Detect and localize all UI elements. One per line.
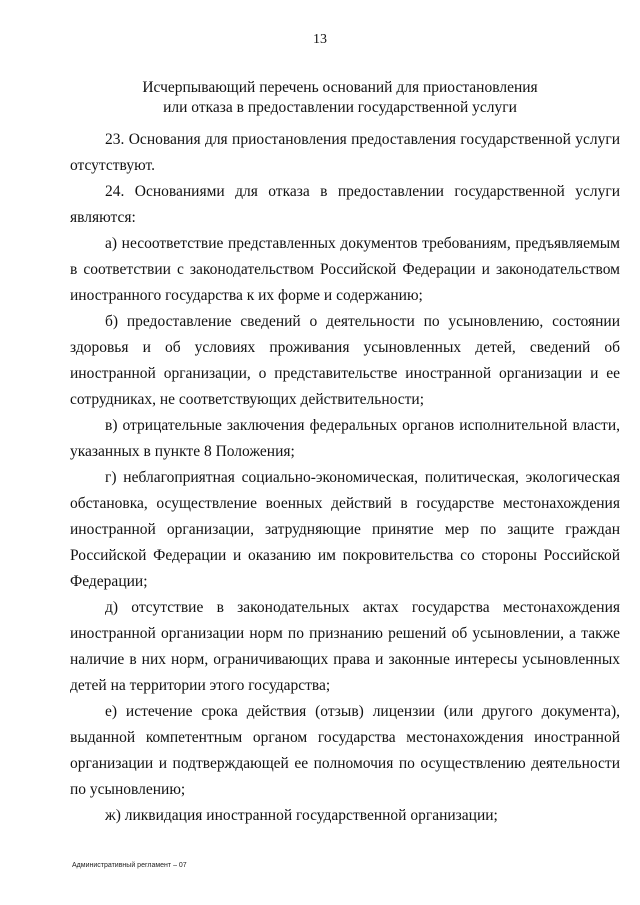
item-a: а) несоответствие представленных документов требованиям, предъявляемым в соответствии с законодательством Российской Федерации и законодательством иностранного государства к их форме и содержанию; [70, 235, 620, 304]
paragraph-23: 23. Основания для приостановления предоставления государственной услуги отсутствуют. [70, 131, 620, 174]
item-zh: ж) ликвидация иностранной государственной организации; [105, 807, 498, 824]
section-heading [60, 78, 620, 118]
paragraph-24: 24. Основаниями для отказа в предоставлении государственной услуги являются: [70, 183, 620, 226]
heading-line-2: или отказа в предоставлении государственной услуги [163, 99, 517, 116]
item-b: б) предоставление сведений о деятельности по усыновлению, состоянии здоровья и об условиях проживания усыновленных детей, сведений об иностранной организации, о представительстве иностранной организации и ее сотрудниках, не соответствующих действительности; [70, 313, 620, 408]
item-e: е) истечение срока действия (отзыв) лицензии (или другого документа), выданной компетентным органом государства местонахождения иностранной организации и подтверждающей ее полномочия по осуществлению деятельности по усыновлению; [70, 703, 620, 798]
item-d: д) отсутствие в законодательных актах государства местонахождения иностранной организации норм по признанию решений об усыновлении, а также наличие в них норм, ограничивающих права и законные интересы усыновленных детей на территории этого государства; [70, 599, 620, 694]
footer-label: Административный регламент – 07 [72, 862, 187, 869]
item-v: в) отрицательные заключения федеральных органов исполнительной власти, указанных в пункте 8 Положения; [70, 417, 620, 460]
page-number: 13 [313, 32, 327, 47]
heading-line-1: Исчерпывающий перечень оснований для приостановления [142, 79, 538, 96]
item-g: г) неблагоприятная социально-экономическая, политическая, экологическая обстановка, осуществление военных действий в государстве местонахождения иностранной организации, затрудняющие принятие мер по защите граждан Российской Федерации и оказанию им покровительства со стороны Российской Федерации; [70, 469, 620, 590]
